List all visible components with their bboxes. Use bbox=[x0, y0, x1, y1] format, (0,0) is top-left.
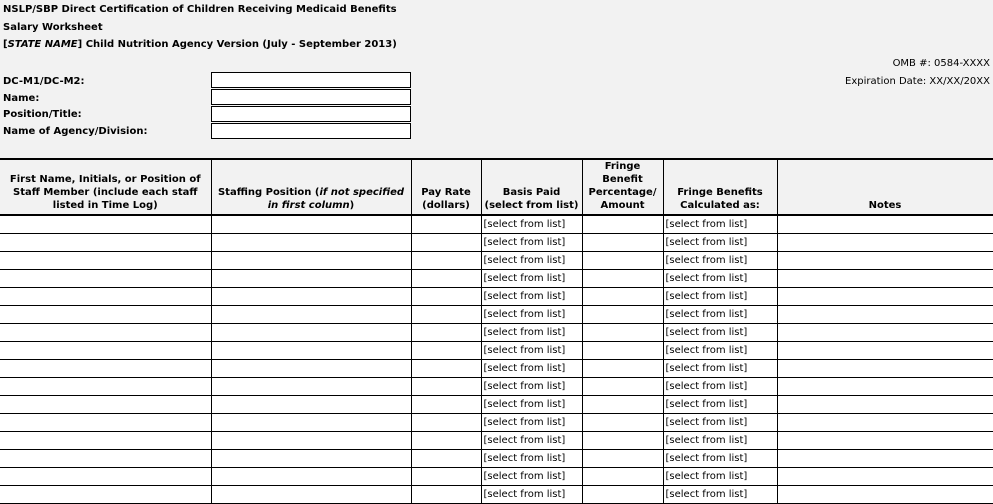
field-label-position: Position/Title: bbox=[3, 109, 82, 120]
basis-paid-select[interactable]: [select from list] bbox=[481, 270, 582, 288]
staff-cell[interactable] bbox=[0, 450, 211, 468]
pay-rate-cell[interactable] bbox=[411, 468, 481, 486]
staff-cell[interactable] bbox=[0, 234, 211, 252]
position-input[interactable] bbox=[211, 106, 411, 122]
staffing-position-cell[interactable] bbox=[211, 252, 411, 270]
staff-cell[interactable] bbox=[0, 432, 211, 450]
notes-cell[interactable] bbox=[777, 215, 993, 234]
agency-input[interactable] bbox=[211, 123, 411, 139]
fringe-percentage-cell[interactable] bbox=[582, 306, 663, 324]
field-label-name: Name: bbox=[3, 93, 40, 104]
col-header-pay-rate: Pay Rate (dollars) bbox=[411, 159, 481, 215]
staffing-position-cell[interactable] bbox=[211, 378, 411, 396]
pay-rate-cell[interactable] bbox=[411, 270, 481, 288]
table-row bbox=[0, 396, 993, 414]
notes-cell[interactable] bbox=[777, 450, 993, 468]
notes-cell[interactable] bbox=[777, 342, 993, 360]
table-row bbox=[0, 306, 993, 324]
basis-paid-select[interactable]: [select from list] bbox=[481, 378, 582, 396]
basis-paid-select[interactable]: [select from list] bbox=[481, 252, 582, 270]
notes-cell[interactable] bbox=[777, 396, 993, 414]
notes-cell[interactable] bbox=[777, 288, 993, 306]
fringe-calculated-select[interactable]: [select from list] bbox=[663, 234, 777, 252]
notes-cell[interactable] bbox=[777, 234, 993, 252]
salary-table bbox=[0, 158, 993, 504]
staff-cell[interactable] bbox=[0, 270, 211, 288]
table-row bbox=[0, 360, 993, 378]
agency-version-title: [STATE NAME] Child Nutrition Agency Version (July - September 2013) bbox=[3, 39, 397, 50]
notes-cell[interactable] bbox=[777, 306, 993, 324]
basis-paid-select[interactable]: [select from list] bbox=[481, 360, 582, 378]
notes-cell[interactable] bbox=[777, 360, 993, 378]
staffing-position-cell[interactable] bbox=[211, 414, 411, 432]
staffing-position-cell[interactable] bbox=[211, 450, 411, 468]
staff-cell[interactable] bbox=[0, 215, 211, 234]
staff-cell[interactable] bbox=[0, 342, 211, 360]
pay-rate-cell[interactable] bbox=[411, 396, 481, 414]
notes-cell[interactable] bbox=[777, 486, 993, 504]
staff-cell[interactable] bbox=[0, 396, 211, 414]
name-input[interactable] bbox=[211, 89, 411, 105]
col-header-fringe-calculated: Fringe Benefits Calculated as: bbox=[663, 159, 777, 215]
fringe-percentage-cell[interactable] bbox=[582, 270, 663, 288]
fringe-calculated-select[interactable]: [select from list] bbox=[663, 324, 777, 342]
staffing-position-cell[interactable] bbox=[211, 306, 411, 324]
fringe-percentage-cell[interactable] bbox=[582, 432, 663, 450]
fringe-percentage-cell[interactable] bbox=[582, 324, 663, 342]
state-name-placeholder: STATE NAME bbox=[7, 39, 78, 50]
staffing-position-cell[interactable] bbox=[211, 360, 411, 378]
pay-rate-cell[interactable] bbox=[411, 215, 481, 234]
fringe-percentage-cell[interactable] bbox=[582, 414, 663, 432]
table-row bbox=[0, 215, 993, 234]
notes-cell[interactable] bbox=[777, 432, 993, 450]
staffing-position-cell[interactable] bbox=[211, 270, 411, 288]
table-row bbox=[0, 252, 993, 270]
fringe-calculated-select[interactable]: [select from list] bbox=[663, 270, 777, 288]
pay-rate-cell[interactable] bbox=[411, 324, 481, 342]
table-row bbox=[0, 432, 993, 450]
basis-paid-select[interactable]: [select from list] bbox=[481, 450, 582, 468]
staffing-position-cell[interactable] bbox=[211, 215, 411, 234]
notes-cell[interactable] bbox=[777, 270, 993, 288]
staffing-position-cell[interactable] bbox=[211, 432, 411, 450]
staffing-position-cell[interactable] bbox=[211, 468, 411, 486]
notes-cell[interactable] bbox=[777, 378, 993, 396]
basis-paid-select[interactable]: [select from list] bbox=[481, 306, 582, 324]
fringe-calculated-select[interactable]: [select from list] bbox=[663, 342, 777, 360]
notes-cell[interactable] bbox=[777, 468, 993, 486]
fringe-calculated-select[interactable]: [select from list] bbox=[663, 414, 777, 432]
staffing-position-cell[interactable] bbox=[211, 288, 411, 306]
basis-paid-select[interactable]: [select from list] bbox=[481, 215, 582, 234]
fringe-calculated-select[interactable]: [select from list] bbox=[663, 252, 777, 270]
fringe-percentage-cell[interactable] bbox=[582, 234, 663, 252]
fringe-percentage-cell[interactable] bbox=[582, 468, 663, 486]
col-header-staff: First Name, Initials, or Position of Staff Member (include each staff listed in Time Log) bbox=[0, 159, 211, 215]
pay-rate-cell[interactable] bbox=[411, 450, 481, 468]
staff-cell[interactable] bbox=[0, 306, 211, 324]
basis-paid-select[interactable]: [select from list] bbox=[481, 324, 582, 342]
staff-cell[interactable] bbox=[0, 360, 211, 378]
staff-cell[interactable] bbox=[0, 324, 211, 342]
staffing-position-cell[interactable] bbox=[211, 324, 411, 342]
staffing-position-cell[interactable] bbox=[211, 396, 411, 414]
field-label-dc: DC-M1/DC-M2: bbox=[3, 76, 85, 87]
pay-rate-cell[interactable] bbox=[411, 306, 481, 324]
dc-input[interactable] bbox=[211, 72, 411, 88]
staff-cell[interactable] bbox=[0, 378, 211, 396]
table-row bbox=[0, 414, 993, 432]
pay-rate-cell[interactable] bbox=[411, 432, 481, 450]
pay-rate-cell[interactable] bbox=[411, 378, 481, 396]
basis-paid-select[interactable]: [select from list] bbox=[481, 432, 582, 450]
staff-cell[interactable] bbox=[0, 288, 211, 306]
fringe-calculated-select[interactable]: [select from list] bbox=[663, 306, 777, 324]
staff-cell[interactable] bbox=[0, 468, 211, 486]
staff-cell[interactable] bbox=[0, 252, 211, 270]
fringe-percentage-cell[interactable] bbox=[582, 342, 663, 360]
fringe-percentage-cell[interactable] bbox=[582, 396, 663, 414]
fringe-calculated-select[interactable]: [select from list] bbox=[663, 396, 777, 414]
pay-rate-cell[interactable] bbox=[411, 360, 481, 378]
table-row bbox=[0, 270, 993, 288]
pay-rate-cell[interactable] bbox=[411, 414, 481, 432]
fringe-calculated-select[interactable]: [select from list] bbox=[663, 450, 777, 468]
fringe-percentage-cell[interactable] bbox=[582, 450, 663, 468]
basis-paid-select[interactable]: [select from list] bbox=[481, 486, 582, 504]
fringe-calculated-select[interactable]: [select from list] bbox=[663, 360, 777, 378]
worksheet-title: Salary Worksheet bbox=[3, 22, 103, 33]
staff-cell[interactable] bbox=[0, 486, 211, 504]
table-row bbox=[0, 468, 993, 486]
pay-rate-cell[interactable] bbox=[411, 252, 481, 270]
pay-rate-cell[interactable] bbox=[411, 342, 481, 360]
col-header-staffing-position: Staffing Position (if not specified in first column) bbox=[211, 159, 411, 215]
table-row bbox=[0, 324, 993, 342]
omb-number: OMB #: 0584-XXXX bbox=[892, 58, 990, 69]
fringe-percentage-cell[interactable] bbox=[582, 288, 663, 306]
col-header-fringe-percentage: Fringe Benefit Percentage/ Amount bbox=[582, 159, 663, 215]
table-row bbox=[0, 450, 993, 468]
fringe-calculated-select[interactable]: [select from list] bbox=[663, 288, 777, 306]
pay-rate-cell[interactable] bbox=[411, 288, 481, 306]
fringe-percentage-cell[interactable] bbox=[582, 378, 663, 396]
col-header-notes: Notes bbox=[777, 159, 993, 215]
fringe-percentage-cell[interactable] bbox=[582, 486, 663, 504]
notes-cell[interactable] bbox=[777, 414, 993, 432]
fringe-percentage-cell[interactable] bbox=[582, 360, 663, 378]
fringe-calculated-select[interactable]: [select from list] bbox=[663, 432, 777, 450]
fringe-calculated-select[interactable]: [select from list] bbox=[663, 378, 777, 396]
table-row bbox=[0, 288, 993, 306]
table-row bbox=[0, 486, 993, 504]
basis-paid-select[interactable]: [select from list] bbox=[481, 468, 582, 486]
basis-paid-select[interactable]: [select from list] bbox=[481, 396, 582, 414]
notes-cell[interactable] bbox=[777, 324, 993, 342]
fringe-calculated-select[interactable]: [select from list] bbox=[663, 468, 777, 486]
notes-cell[interactable] bbox=[777, 252, 993, 270]
pay-rate-cell[interactable] bbox=[411, 486, 481, 504]
expiration-date: Expiration Date: XX/XX/20XX bbox=[845, 76, 990, 87]
basis-paid-select[interactable]: [select from list] bbox=[481, 414, 582, 432]
form-title: NSLP/SBP Direct Certification of Children Receiving Medicaid Benefits bbox=[3, 4, 397, 15]
fringe-calculated-select[interactable]: [select from list] bbox=[663, 486, 777, 504]
basis-paid-select[interactable]: [select from list] bbox=[481, 234, 582, 252]
table-row bbox=[0, 234, 993, 252]
table-row bbox=[0, 342, 993, 360]
staffing-position-cell[interactable] bbox=[211, 342, 411, 360]
basis-paid-select[interactable]: [select from list] bbox=[481, 288, 582, 306]
staff-cell[interactable] bbox=[0, 414, 211, 432]
fringe-calculated-select[interactable]: [select from list] bbox=[663, 215, 777, 234]
col-header-basis-paid: Basis Paid (select from list) bbox=[481, 159, 582, 215]
table-row bbox=[0, 378, 993, 396]
fringe-percentage-cell[interactable] bbox=[582, 252, 663, 270]
staffing-position-cell[interactable] bbox=[211, 486, 411, 504]
field-label-agency: Name of Agency/Division: bbox=[3, 126, 148, 137]
pay-rate-cell[interactable] bbox=[411, 234, 481, 252]
staffing-position-cell[interactable] bbox=[211, 234, 411, 252]
fringe-percentage-cell[interactable] bbox=[582, 215, 663, 234]
basis-paid-select[interactable]: [select from list] bbox=[481, 342, 582, 360]
